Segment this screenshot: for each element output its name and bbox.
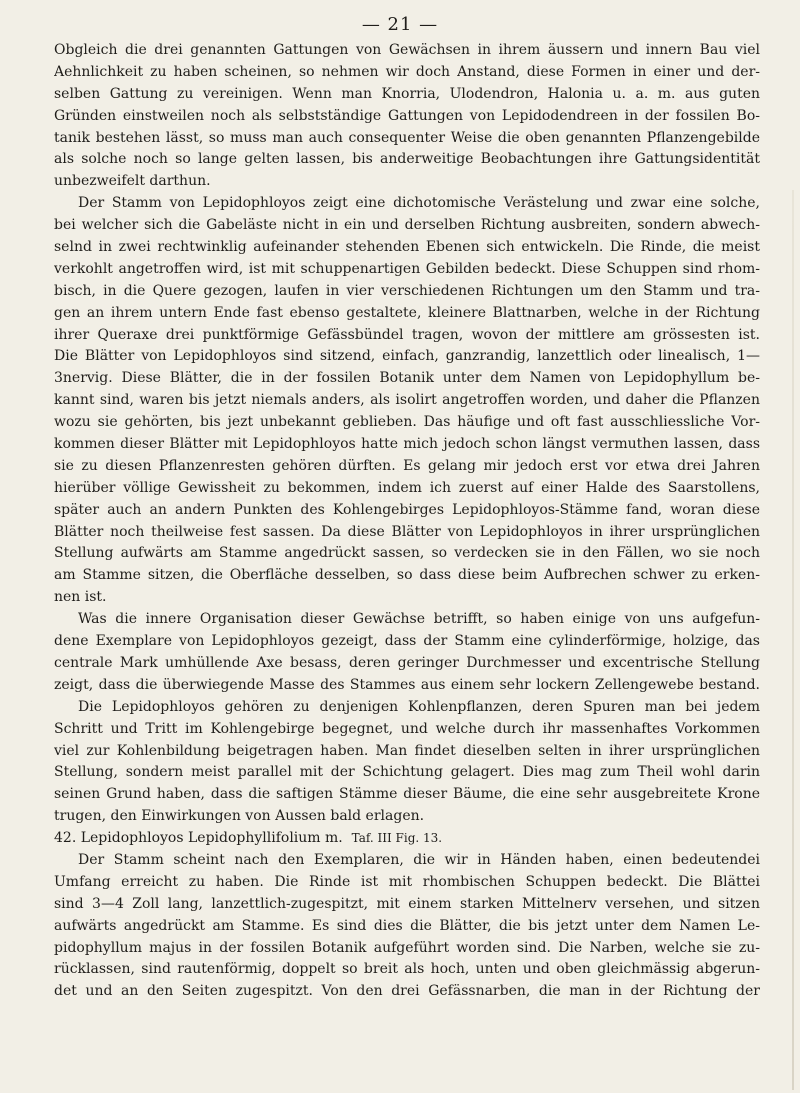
page-number: — 21 — bbox=[361, 14, 439, 35]
species-title: 42. Lepidophloyos Lepidophyllifolium m. bbox=[54, 830, 343, 847]
text-line: centrale Mark umhüllende Axe besass, deren geringer Durchmesser und excentrische Stellung bbox=[54, 654, 760, 671]
text-line: seinen Grund haben, dass die saftigen Stämme dieser Bäume, die eine sehr ausgebreitete Krone bbox=[54, 786, 760, 803]
text-line: Die Lepidophloyos gehören zu denjenigen Kohlenpflanzen, deren Spuren man bei jedem bbox=[78, 698, 760, 715]
text-line: viel zur Kohlenbildung beigetragen haben. Man findet dieselben selten in ihrer ursprünglichen bbox=[54, 742, 760, 759]
text-line: tanik bestehen lässt, so muss man auch consequenter Weise die oben genannten Pflanzengebilde bbox=[54, 129, 760, 146]
text-line: unbezweifelt darthun. bbox=[54, 173, 211, 190]
text-line: Was die innere Organisation dieser Gewächse betrifft, so haben einige von uns aufgefun- bbox=[78, 611, 760, 628]
page-edge-shadow bbox=[792, 190, 794, 1090]
text-line: pidophyllum majus in der fossilen Botanik aufgeführt worden sind. Die Narben, welche sie zu- bbox=[54, 939, 760, 956]
section-heading bbox=[54, 828, 760, 850]
text-line: kommen dieser Blätter mit Lepidophloyos hatte mich jedoch schon längst vermuthen lassen, dass bbox=[54, 436, 760, 453]
text-line: später auch an andern Punkten des Kohlengebirges Lepidophloyos-Stämme fand, woran diese bbox=[54, 501, 760, 518]
text-line: Obgleich die drei genannten Gattungen von Gewächsen in ihrem äussern und innern Bau viel bbox=[54, 42, 760, 58]
text-line: bei welcher sich die Gabeläste nicht in ein und derselben Richtung ausbreiten, sondern abwech- bbox=[54, 217, 760, 234]
text-line: Schritt und Tritt im Kohlengebirge begegnet, und welche durch ihr massenhaftes Vorkommen bbox=[54, 720, 760, 737]
text-line: verkohlt angetroffen wird, ist mit schuppenartigen Gebilden bedeckt. Diese Schuppen sind rhom- bbox=[54, 260, 760, 277]
text-line: selnd in zwei rechtwinklig aufeinander stehenden Ebenen sich entwickeln. Die Rinde, die meist bbox=[54, 239, 760, 256]
text-line: Die Blätter von Lepidophloyos sind sitzend, einfach, ganzrandig, lanzettlich oder linealisch, 1— bbox=[54, 348, 760, 365]
plate-reference: Taf. III Fig. 13. bbox=[351, 831, 443, 846]
text-line: am Stamme sitzen, die Oberfläche desselben, so dass diese beim Aufbrechen schwer zu erken- bbox=[54, 567, 760, 584]
text-line: dene Exemplare von Lepidophloyos gezeigt, dass der Stamm eine cylinderförmige, holzige, das bbox=[54, 633, 760, 650]
text-line: als solche noch so lange gelten lassen, bis anderweitige Beobachtungen ihre Gattungsidentität bbox=[54, 151, 760, 168]
text-line: nen ist. bbox=[54, 589, 107, 606]
text-line: ihrer Queraxe drei punktförmige Gefässbündel tragen, wovon der mittlere am grössesten ist. bbox=[54, 326, 760, 343]
text-line: wozu sie gehörten, bis jezt unbekannt geblieben. Das häufige und oft fast ausschliessliche Vor- bbox=[54, 414, 760, 431]
text-line: bisch, in die Quere gezogen, laufen in vier verschiedenen Richtungen um den Stamm und tra- bbox=[54, 282, 760, 299]
text-line: Aehnlichkeit zu haben scheinen, so nehmen wir doch Anstand, diese Formen in einer und der- bbox=[54, 63, 760, 80]
text-line: sind 3—4 Zoll lang, lanzettlich-zugespitzt, mit einem starken Mittelnerv versehen, und sitzen bbox=[54, 895, 760, 912]
text-line: Der Stamm von Lepidophloyos zeigt eine dichotomische Verästelung und zwar eine solche, bbox=[78, 195, 760, 212]
text-line: kannt sind, waren bis jetzt niemals anders, als isolirt angetroffen worden, und daher die Pflanzen bbox=[54, 392, 760, 409]
text-line: sie zu diesen Pflanzenresten gehören dürften. Es gelang mir jedoch erst vor etwa drei Jahren bbox=[54, 457, 760, 474]
text-line: Der Stamm scheint nach den Exemplaren, die wir in Händen haben, einen bedeutendei bbox=[78, 851, 760, 868]
text-line: Stellung, sondern meist parallel mit der Schichtung gelagert. Dies mag zum Theil wohl darin bbox=[54, 764, 760, 781]
body-text bbox=[54, 40, 760, 1003]
text-line: det und an den Seiten zugespitzt. Von den drei Gefässnarben, die man in der Richtung der bbox=[54, 983, 760, 1000]
text-line: Stellung aufwärts am Stamme angedrückt sassen, so verdecken sie in den Fällen, wo sie noch bbox=[54, 545, 760, 562]
text-line: hierüber völlige Gewissheit zu bekommen, indem ich zuerst auf einer Halde des Saarstollens, bbox=[54, 479, 760, 496]
text-line: Umfang erreicht zu haben. Die Rinde ist mit rhombischen Schuppen bedeckt. Die Blättei bbox=[54, 873, 760, 890]
text-line: gen an ihrem untern Ende fast ebenso gestaltete, kleinere Blattnarben, welche in der Richtung bbox=[54, 304, 760, 321]
text-line: zeigt, dass die überwiegende Masse des Stammes aus einem sehr lockern Zellengewebe bestand. bbox=[54, 676, 760, 693]
text-line: rücklassen, sind rautenförmig, doppelt so breit als hoch, unten und oben gleichmässig abgerun- bbox=[54, 961, 760, 978]
text-line: Gründen einstweilen noch als selbstständige Gattungen von Lepidodendreen in der fossilen Bo- bbox=[54, 107, 760, 124]
text-line: aufwärts angedrückt am Stamme. Es sind dies die Blätter, die bis jetzt unter dem Namen Le- bbox=[54, 917, 760, 934]
text-line: selben Gattung zu vereinigen. Wenn man Knorria, Ulodendron, Halonia u. a. m. aus guten bbox=[54, 85, 760, 102]
text-line: trugen, den Einwirkungen von Aussen bald erlagen. bbox=[54, 808, 425, 825]
text-line: 3nervig. Diese Blätter, die in der fossilen Botanik unter dem Namen von Lepidophyllum be- bbox=[54, 370, 760, 387]
text-line: Blätter noch theilweise fest sassen. Da diese Blätter von Lepidophloyos in ihrer ursprünglichen bbox=[54, 523, 760, 540]
